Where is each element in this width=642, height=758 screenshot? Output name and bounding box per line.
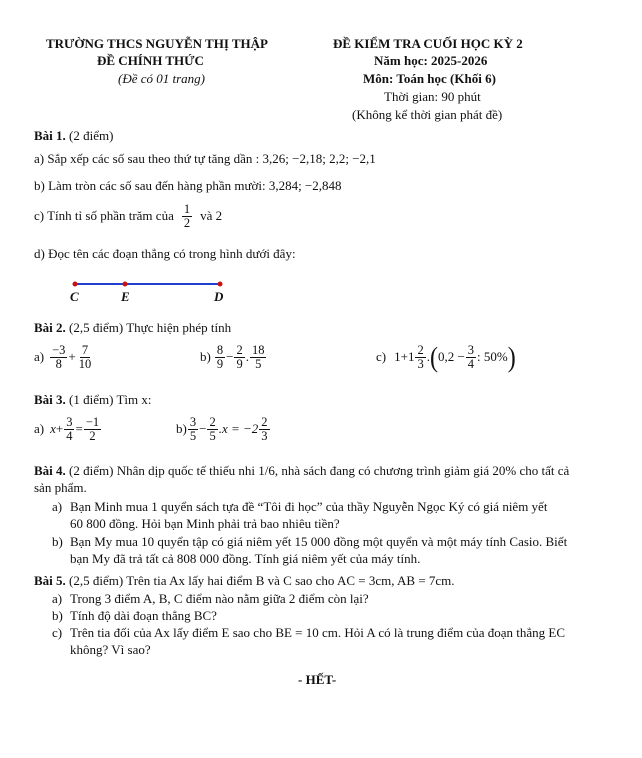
fraction-denominator: 4 (467, 357, 475, 372)
bai1-a: a) Sắp xếp các số sau theo thứ tự tăng dần : 3,26; −2,18; 2,2; −2,1 (34, 151, 376, 166)
variable-x: x (50, 421, 56, 437)
bai2-heading (34, 320, 231, 337)
bai5-heading (34, 573, 455, 590)
bai5-intro: (2,5 điểm) Trên tia Ax lấy hai điểm B và C sao cho AC = 3cm, AB = 7cm. (69, 573, 455, 588)
fraction-numerator: 3 (189, 415, 197, 429)
point-c (73, 282, 78, 287)
operator: . (426, 349, 430, 365)
bai4-a-line1: Bạn Minh mua 1 quyển sách tựa đề “Tôi đi học” của thầy Nguyễn Ngọc Ký có giá niêm yết (70, 499, 548, 514)
left-paren: ( (429, 342, 438, 374)
label-c: C (70, 289, 79, 304)
fraction (415, 344, 425, 371)
subject: Môn: Toán học (Khối 6) (363, 71, 496, 86)
bai4-title: Bài 4. (34, 463, 66, 478)
bai3-b (176, 416, 271, 443)
bai2-a-label: a) (34, 349, 45, 365)
fraction-numerator: 2 (236, 343, 243, 357)
bai1-c-fraction (182, 203, 192, 230)
fraction (50, 344, 67, 371)
bai1-heading (34, 128, 113, 145)
fraction-numerator: −1 (85, 415, 100, 429)
fraction-denominator: 5 (189, 429, 197, 444)
bai2-c-label: c) (376, 349, 387, 365)
fraction (77, 344, 94, 371)
fraction-denominator: 5 (255, 357, 262, 372)
fraction-denominator: 3 (417, 357, 424, 372)
point-d (218, 282, 223, 287)
bai2-c-prefix: 1+1 (394, 349, 415, 365)
operator: + (55, 421, 64, 437)
fraction (466, 344, 476, 371)
fraction (250, 344, 267, 371)
bai3-heading (34, 392, 152, 409)
school-year: Năm học: 2025-2026 (374, 53, 488, 68)
bai5-b-label: b) (52, 608, 63, 623)
right-paren: ) (507, 342, 516, 374)
fraction-numerator: 18 (251, 343, 265, 357)
end-marker: - HẾT- (298, 672, 337, 687)
bai4-b-label: b) (52, 534, 63, 549)
exam-time: Thời gian: 90 phút (384, 89, 481, 104)
fraction-numerator: 3 (66, 415, 73, 429)
bai2-c-inner: 0,2 − (437, 349, 465, 365)
bai3-points: (1 điểm) Tìm x: (69, 392, 152, 407)
bai3-b-expression: .x = −2 (218, 421, 259, 437)
bai4-intro-line2: sản phẩm. (34, 480, 87, 495)
fraction-denominator: 2 (183, 216, 191, 231)
fraction-numerator: 3 (467, 343, 475, 357)
time-note: (Không kể thời gian phát đề) (352, 107, 503, 122)
fraction-numerator: 8 (216, 343, 224, 357)
bai2-b (200, 344, 267, 371)
fraction-denominator: 10 (78, 357, 92, 372)
label-e: E (121, 289, 130, 304)
fraction (207, 416, 217, 443)
operator: + (68, 349, 76, 365)
bai5-a-label: a) (52, 591, 63, 606)
bai3-a-label: a) (34, 421, 45, 437)
fraction-denominator: 4 (66, 429, 73, 444)
fraction-denominator: 5 (209, 429, 216, 444)
fraction-numerator: −3 (52, 343, 66, 357)
bai4-b-line2: bạn My đã trả tất cả 808 000 đồng. Tính giá niêm yết của máy tính. (70, 551, 421, 566)
fraction-numerator: 7 (81, 343, 89, 357)
bai1-d: d) Đọc tên các đoạn thẳng có trong hình dưới đây: (34, 246, 296, 261)
bai5-title: Bài 5. (34, 573, 66, 588)
fraction (215, 344, 225, 371)
official-label: ĐỀ CHÍNH THỨC (97, 53, 204, 68)
pages-note: (Đề có 01 trang) (118, 71, 206, 86)
operator: − (199, 421, 207, 437)
bai5-b: Tính độ dài đoạn thẳng BC? (70, 608, 217, 623)
bai1-title: Bài 1. (34, 128, 66, 143)
fraction-denominator: 9 (216, 357, 224, 372)
bai1-c-pre: c) Tính tỉ số phần trăm của (34, 208, 174, 224)
bai1-c (34, 203, 222, 230)
bai5-a: Trong 3 điểm A, B, C điểm nào nằm giữa 2 điểm còn lại? (70, 591, 369, 606)
bai3-title: Bài 3. (34, 392, 66, 407)
bai1-points: (2 điểm) (69, 128, 114, 143)
bai2-c-inner-end: : 50% (477, 349, 508, 365)
bai2-c (376, 342, 516, 374)
bai1-b: b) Làm tròn các số sau đến hàng phần mười: 3,284; −2,848 (34, 178, 342, 193)
fraction-numerator: 2 (261, 415, 268, 429)
bai2-b-label: b) (200, 349, 211, 365)
exam-title: ĐỀ KIỂM TRA CUỐI HỌC KỲ 2 (333, 36, 523, 51)
point-e (123, 282, 128, 287)
fraction (234, 344, 244, 371)
bai4-b-line1: Bạn My mua 10 quyển tập có giá niêm yết 15 000 đồng một quyển và một máy tính Casio. Biết (70, 534, 568, 549)
bai4-heading (34, 463, 569, 480)
bai4-a-label: a) (52, 499, 63, 514)
fraction-denominator: 3 (261, 429, 268, 444)
bai1-c-post: và 2 (200, 208, 223, 224)
fraction (188, 416, 198, 443)
bai2-points: (2,5 điểm) Thực hiện phép tính (69, 320, 232, 335)
fraction-denominator: 9 (236, 357, 243, 372)
bai5-c-line2: không? Vì sao? (70, 642, 151, 657)
operator: − (226, 349, 234, 365)
bai2-title: Bài 2. (34, 320, 66, 335)
fraction (64, 416, 74, 443)
operator: = (75, 421, 83, 437)
bai4-intro-line1: (2 điểm) Nhân dịp quốc tế thiếu nhi 1/6, nhà sách đang có chương trình giảm giá 20% cho tất cả (69, 463, 570, 478)
fraction (259, 416, 269, 443)
fraction (84, 416, 101, 443)
segment-figure (60, 276, 240, 304)
bai5-c-label: c) (52, 625, 63, 640)
bai4-a-line2: 60 800 đồng. Hỏi bạn Minh phải trả bao nhiêu tiền? (70, 516, 340, 531)
label-d: D (214, 289, 224, 304)
fraction-denominator: 8 (55, 357, 62, 372)
fraction-numerator: 1 (183, 202, 191, 216)
bai2-a (34, 344, 94, 371)
fraction-numerator: 2 (209, 415, 216, 429)
bai3-b-label: b) (176, 421, 187, 437)
bai3-a (34, 416, 102, 443)
fraction-numerator: 2 (417, 343, 424, 357)
operator: . (245, 349, 249, 365)
bai5-c-line1: Trên tia đối của Ax lấy điểm E sao cho BE = 10 cm. Hỏi A có là trung điểm của đoạn thẳng EC (70, 625, 565, 640)
fraction-denominator: 2 (89, 429, 96, 444)
school-name: TRƯỜNG THCS NGUYỄN THỊ THẬP (46, 36, 269, 51)
